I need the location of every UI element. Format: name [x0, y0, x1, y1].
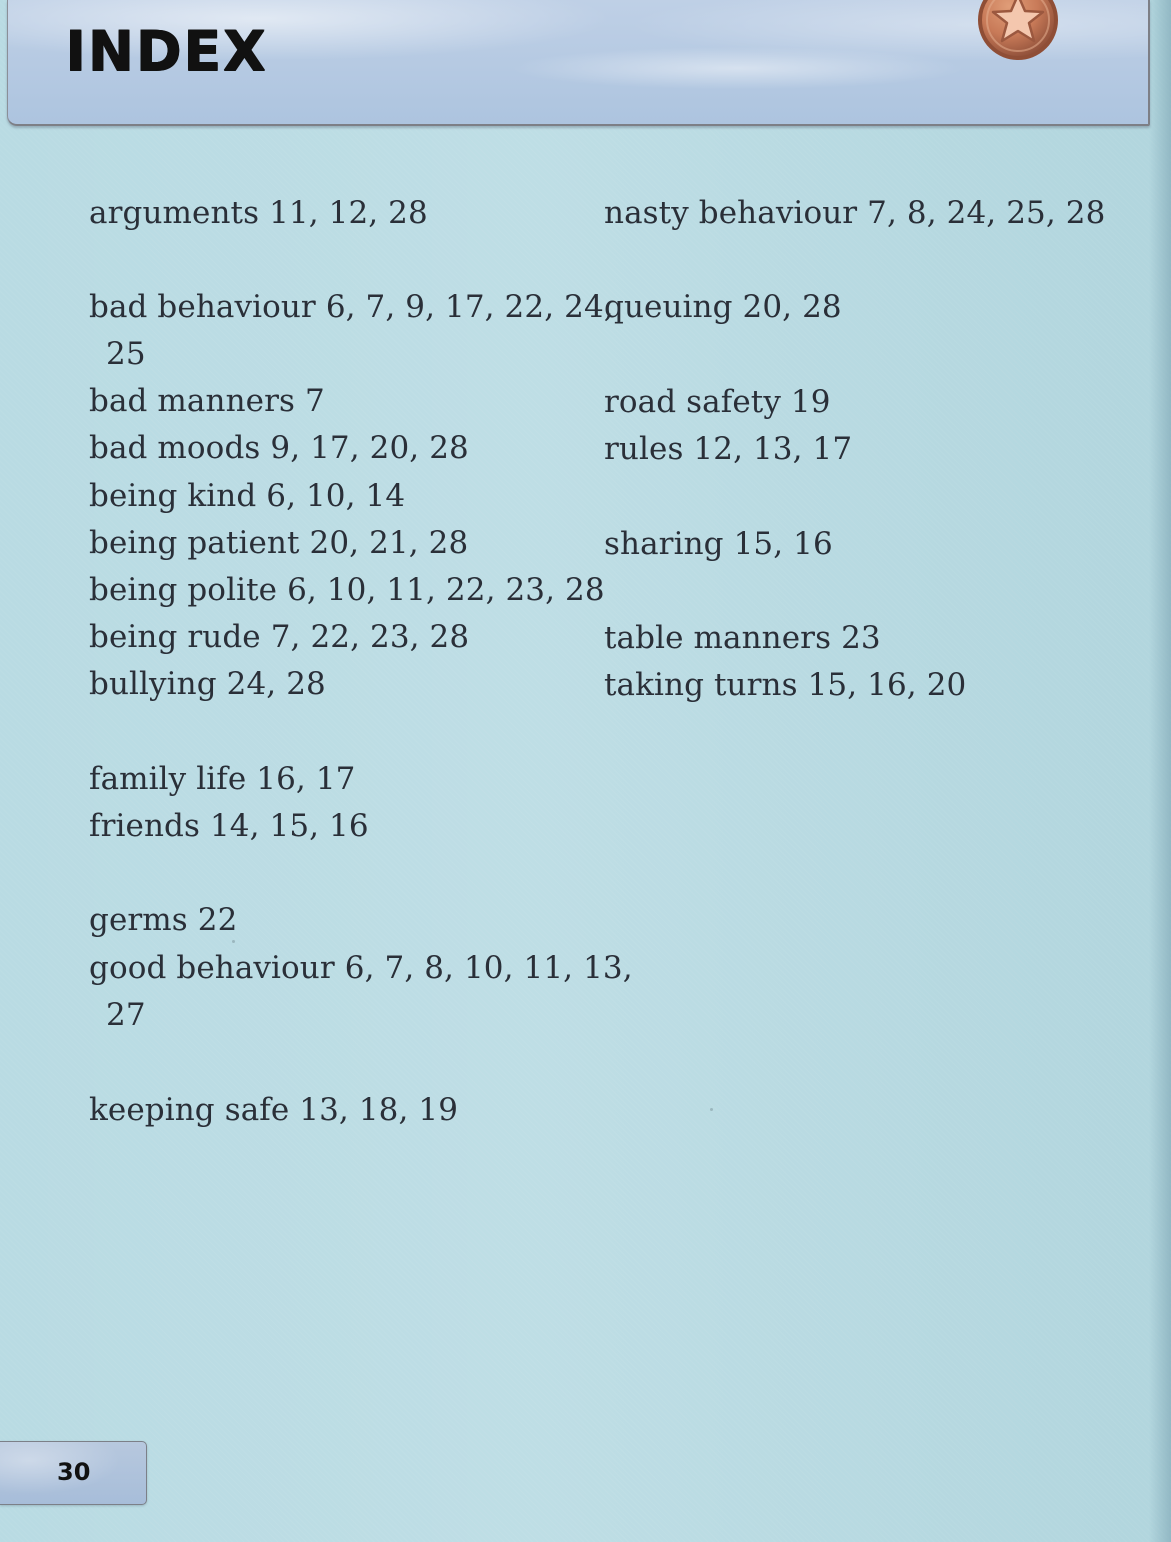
index-entry-road-safety [604, 379, 831, 426]
index-pages: 6, 7, 8, 10, 11, 13, [344, 950, 633, 986]
index-entry-queuing [604, 284, 842, 331]
index-entry-bullying [89, 661, 326, 708]
index-term: being kind [89, 478, 257, 514]
index-pages: 15, 16 [733, 526, 833, 562]
index-entry-good-behaviour [89, 945, 633, 1039]
index-entry-arguments [89, 190, 428, 237]
index-term: arguments [89, 195, 260, 231]
index-term: bad moods [89, 430, 261, 466]
index-entry-being-polite [89, 567, 605, 614]
page-number: 30 [57, 1458, 91, 1486]
index-term: being patient [89, 525, 300, 561]
index-pages: 6, 7, 9, 17, 22, 24, [325, 289, 614, 325]
index-entry-family-life [89, 756, 355, 803]
index-entry-bad-behaviour [89, 284, 614, 378]
index-entry-being-rude [89, 614, 469, 661]
index-term: bullying [89, 666, 217, 702]
index-entry-rules [604, 426, 852, 473]
paper-speck [710, 1108, 713, 1111]
page-title: INDEX [65, 19, 268, 83]
index-term: bad manners [89, 383, 296, 419]
index-entry-keeping-safe [89, 1087, 458, 1134]
index-term: taking turns [604, 667, 798, 703]
index-term: being polite [89, 572, 278, 608]
paper-speck [232, 940, 235, 943]
index-pages: 7, 22, 23, 28 [270, 619, 470, 655]
index-term: bad behaviour [89, 289, 316, 325]
index-term: road safety [604, 384, 781, 420]
index-term: being rude [89, 619, 261, 655]
index-term: friends [89, 808, 200, 844]
index-term: sharing [604, 526, 724, 562]
index-pages: 6, 10, 11, 22, 23, 28 [287, 572, 605, 608]
index-pages: 22 [197, 902, 238, 938]
index-pages-continuation: 25 [106, 336, 146, 372]
index-entry-bad-manners [89, 378, 325, 425]
index-entry-being-kind [89, 473, 405, 520]
index-entry-friends [89, 803, 369, 850]
index-term: table manners [604, 620, 832, 656]
index-pages: 7, 8, 24, 25, 28 [867, 195, 1106, 231]
index-pages: 23 [841, 620, 881, 656]
index-entry-sharing [604, 521, 833, 568]
index-entry-table-manners [604, 615, 881, 662]
index-term: family life [89, 761, 247, 797]
index-entry-bad-moods [89, 425, 469, 472]
index-pages: 12, 13, 17 [693, 431, 853, 467]
index-pages: 16, 17 [256, 761, 356, 797]
index-term: queuing [604, 289, 733, 325]
index-pages: 24, 28 [226, 666, 326, 702]
index-pages: 19 [790, 384, 831, 420]
index-entry-taking-turns [604, 662, 966, 709]
index-entry-germs [89, 897, 237, 944]
index-pages-continuation: 27 [106, 997, 146, 1033]
index-entry-being-patient [89, 520, 468, 567]
index-pages: 20, 21, 28 [309, 525, 469, 561]
index-term: keeping safe [89, 1092, 290, 1128]
index-pages: 9, 17, 20, 28 [270, 430, 469, 466]
index-pages: 20, 28 [742, 289, 842, 325]
index-pages: 11, 12, 28 [269, 195, 428, 231]
index-term: germs [89, 902, 188, 938]
index-term: rules [604, 431, 684, 467]
index-term: nasty behaviour [604, 195, 858, 231]
index-pages: 6, 10, 14 [266, 478, 406, 514]
page-number-tab [0, 1441, 147, 1505]
index-pages: 13, 18, 19 [299, 1092, 459, 1128]
index-term: good behaviour [89, 950, 335, 986]
index-pages: 7 [304, 383, 325, 419]
index-entry-nasty-behaviour [604, 190, 1105, 237]
index-pages: 14, 15, 16 [209, 808, 369, 844]
index-pages: 15, 16, 20 [807, 667, 967, 703]
